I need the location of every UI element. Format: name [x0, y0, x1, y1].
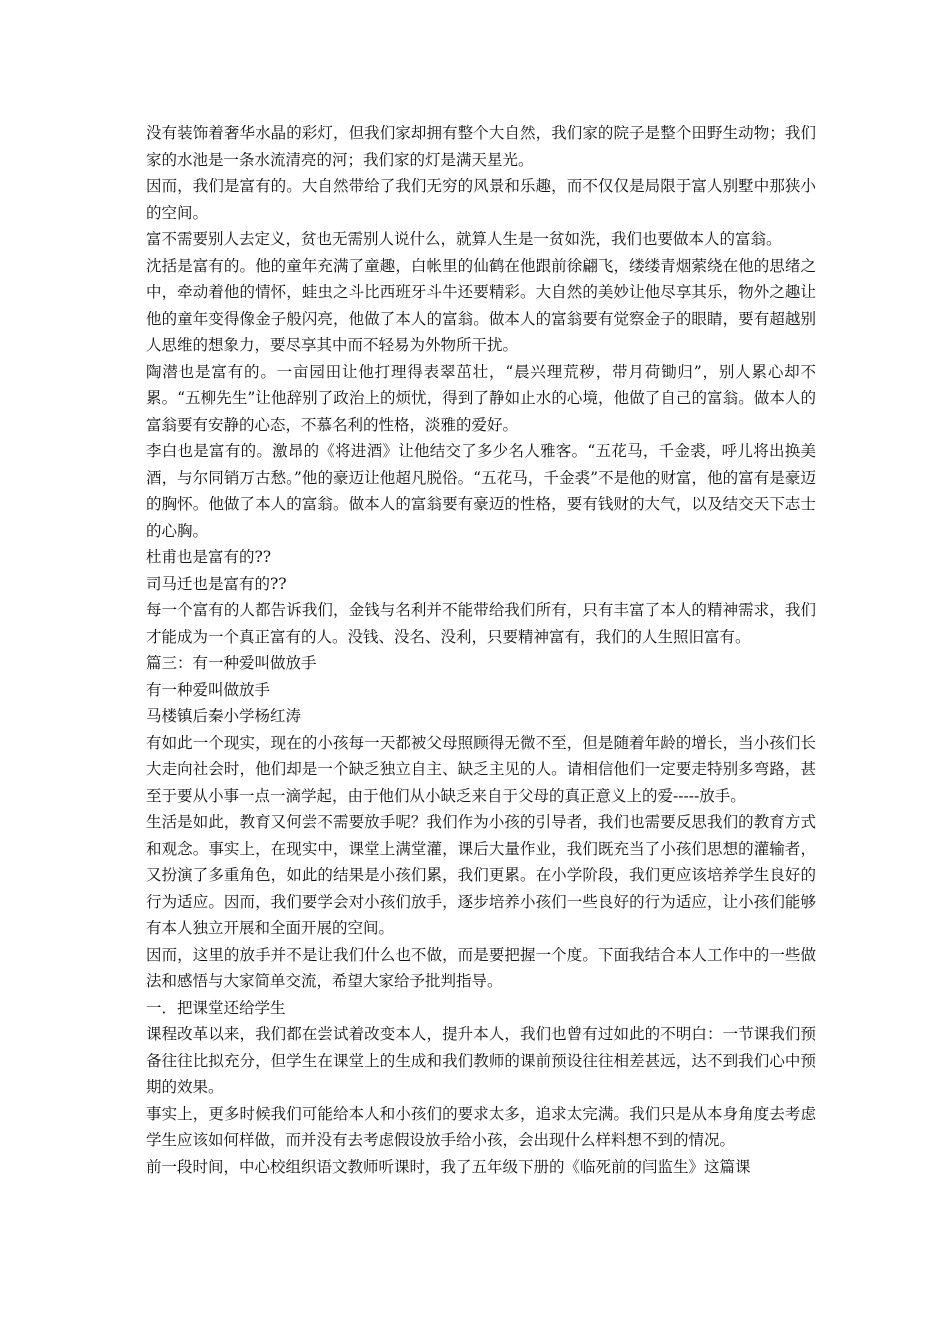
paragraph: 因而，我们是富有的。大自然带给了我们无穷的风景和乐趣，而不仅仅是局限于富人别墅中那狭小的空间。 — [146, 177, 816, 222]
subsection-heading: 一．把课堂还给学生 — [146, 998, 286, 1017]
document-body — [146, 120, 816, 1180]
paragraph: 课程改革以来，我们都在尝试着改变本人，提升本人，我们也曾有过如此的不明白：一节课我们预备往往比拟充分，但学生在课堂上的生成和我们教师的课前预设往往相差甚远，达不到我们心中预期的效果。 — [146, 1025, 816, 1096]
paragraph: 有如此一个现实，现在的小孩每一天都被父母照顾得无微不至，但是随着年龄的增长，当小孩们长大走向社会时，他们却是一个缺乏独立自主、缺乏主见的人。请相信他们一定要走特别多弯路，甚至于要从小事一点一滴学起，由于他们从小缺乏来自于父母的真正意义上的爱-----放手。 — [146, 733, 816, 805]
paragraph: 富不需要别人去定义，贫也无需别人说什么，就算人生是一贫如洗，我们也要做本人的富翁。 — [146, 230, 782, 248]
paragraph: 前一段时间，中心校组织语文教师听课时，我了五年级下册的《临死前的闫监生》这篇课 — [146, 1157, 751, 1176]
article-title: 有一种爱叫做放手 — [146, 680, 271, 699]
paragraph: 每一个富有的人都告诉我们，金钱与名利并不能带给我们所有，只有丰富了本人的精神需求，我们才能成为一个真正富有的人。没钱、没名、没利，只要精神富有，我们的人生照旧富有。 — [146, 601, 816, 646]
article-author: 马楼镇后秦小学杨红涛 — [146, 707, 302, 725]
paragraph: 陶潜也是富有的。一亩园田让他打理得表翠茁壮，“晨兴理荒秽，带月荷锄归”，别人累心却不累。“五柳先生”让他辞别了政治上的烦忧，得到了静如止水的心境，他做了自己的富翁。做本人的富翁要有安静的心态，不慕名利的性格，淡雅的爱好。 — [146, 362, 816, 434]
paragraph: 杜甫也是富有的?? — [146, 548, 272, 566]
paragraph: 沈括是富有的。他的童年充满了童趣，白帐里的仙鹤在他跟前徐翩飞，缕缕青烟萦绕在他的思绪之中，牵动着他的情怀，蛙虫之斗比西班牙斗牛还要精彩。大自然的美妙让他尽享其乐，物外之趣让他的童年变得像金子般闪亮，他做了本人的富翁。做本人的富翁要有觉察金子的眼睛，要有超越别人思维的想象力，要尽享其中而不轻易为外物所干扰。 — [146, 256, 816, 354]
paragraph: 因而，这里的放手并不是让我们什么也不做，而是要把握一个度。下面我结合本人工作中的一些做法和感悟与大家简单交流，希望大家给予批判指导。 — [146, 945, 816, 990]
section-heading: 篇三：有一种爱叫做放手 — [146, 654, 317, 672]
paragraph: 李白也是富有的。激昂的《将进酒》让他结交了多少名人雅客。“五花马，千金裘，呼儿将出换美酒，与尔同销万古愁。”他的豪迈让他超凡脱俗。“五花马，千金裘”不是他的财富，他的富有是豪迈的胸怀。他做了本人的富翁。做本人的富翁要有豪迈的性格，要有钱财的大气，以及结交天下志士的心胸。 — [146, 442, 816, 540]
paragraph: 生活是如此，教育又何尝不需要放手呢？我们作为小孩的引导者，我们也需要反思我们的教育方式和观念。事实上，在现实中，课堂上满堂灌，课后大量作业，我们既充当了小孩们思想的灌输者，又扮演了多重角色，如此的结果是小孩们累，我们更累。在小学阶段，我们更应该培养学生良好的行为适应。因而，我们要学会对小孩们放手，逐步培养小孩们一些良好的行为适应，让小孩们能够有本人独立开展和全面开展的空间。 — [146, 813, 816, 937]
paragraph: 没有装饰着奢华水晶的彩灯，但我们家却拥有整个大自然，我们家的院子是整个田野生动物；我们家的水池是一条水流清亮的河；我们家的灯是满天星光。 — [146, 124, 816, 169]
paragraph: 司马迁也是富有的?? — [146, 574, 287, 593]
paragraph: 事实上，更多时候我们可能给本人和小孩们的要求太多，追求太完满。我们只是从本身角度去考虑学生应该如何样做，而并没有去考虑假设放手给小孩，会出现什么样料想不到的情况。 — [146, 1104, 816, 1149]
